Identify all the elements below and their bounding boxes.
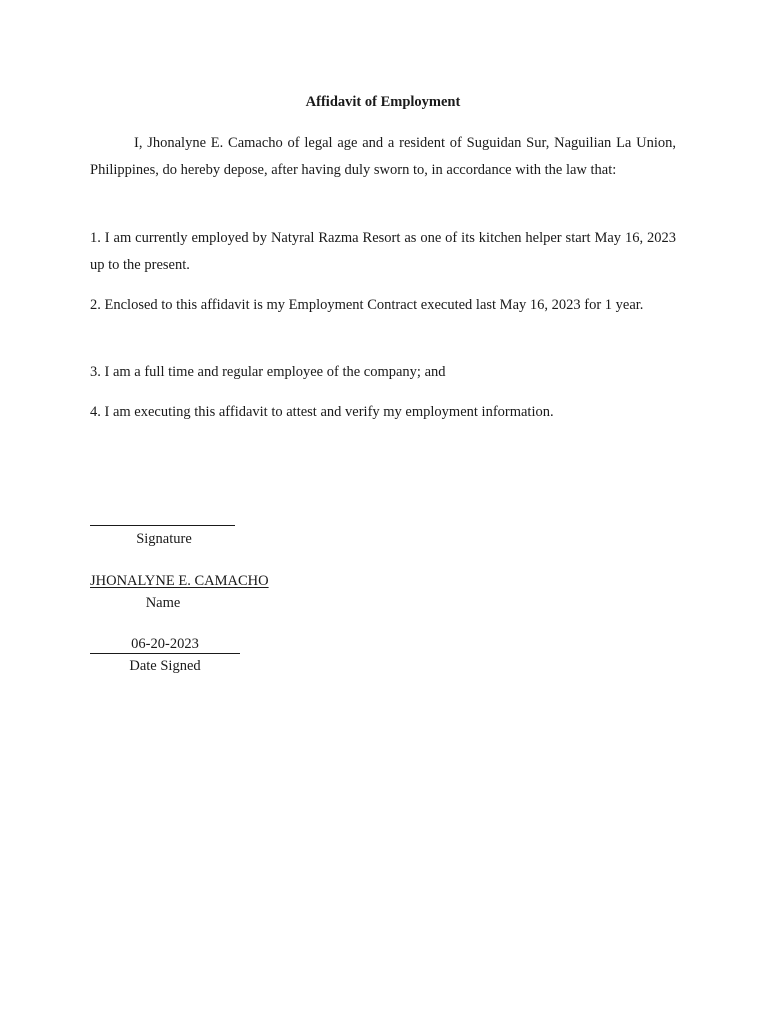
statement-item-2: 2. Enclosed to this affidavit is my Employment Contract executed last May 16, 2023 for 1 year. (90, 297, 644, 313)
date-signed-value: 06-20-2023 (90, 636, 240, 654)
name-label: Name (145, 595, 181, 611)
date-signed-label: Date Signed (129, 658, 201, 674)
signature-line (90, 525, 235, 526)
statement-item-4: 4. I am executing this affidavit to attest and verify my employment information. (90, 404, 554, 420)
signature-label: Signature (136, 531, 192, 547)
statement-item-1: 1. I am currently employed by Natyral Razma Resort as one of its kitchen helper start May 16, 2023 up to the present. (90, 230, 676, 273)
document-page (90, 0, 676, 1024)
document-title: Affidavit of Employment (305, 94, 461, 110)
intro-paragraph: I, Jhonalyne E. Camacho of legal age and a resident of Suguidan Sur, Naguilian La Union, Philippines, do hereby depose, after having duly sworn to, in accordance with the law that: (90, 135, 676, 178)
signer-name: JHONALYNE E. CAMACHO (90, 573, 269, 589)
statement-item-3: 3. I am a full time and regular employee of the company; and (90, 364, 446, 380)
